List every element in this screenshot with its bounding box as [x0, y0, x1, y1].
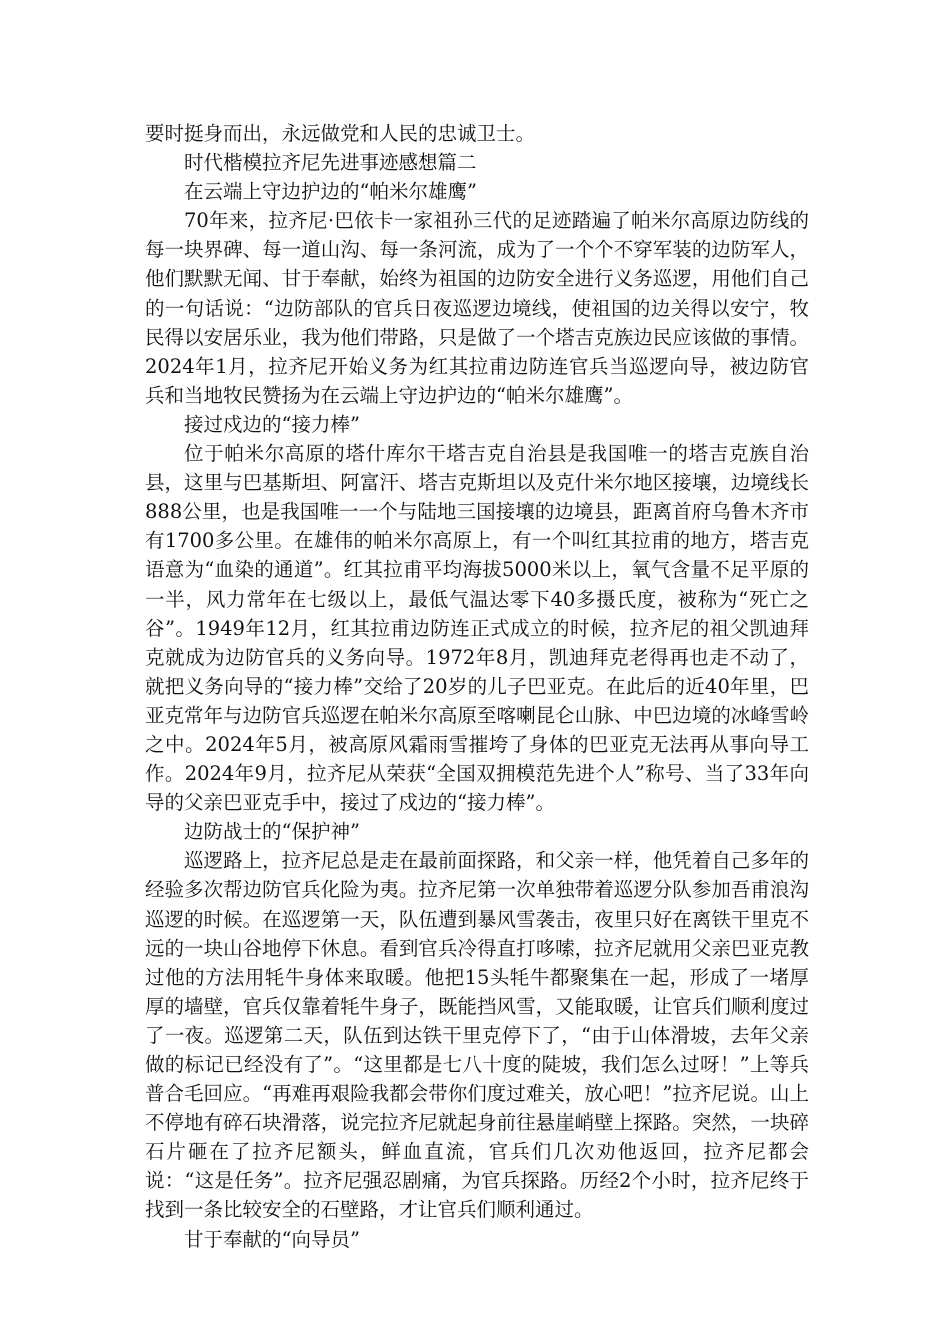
- section-heading-relay: 接过戍边的“接力棒”: [184, 412, 360, 436]
- paragraph-guardian: 巡逻路上，拉齐尼总是走在最前面探路，和父亲一样，他凭着自己多年的经验多次帮边防官兵化险为夷。拉齐尼第一次单独带着巡逻分队参加吾甫浪沟巡逻的时候。在巡逻第一天，队伍遭到暴风雪袭击，夜里只好在离铁干里克不远的一块山谷地停下休息。看到官兵冷得直打哆嗦，拉齐尼就用父亲巴亚克教过他的方法用牦牛身体来取暖。他把15头牦牛都聚集在一起，形成了一堵厚厚的墙壁，官兵仅靠着牦牛身子，既能挡风雪，又能取暖，让官兵们顺利度过了一夜。巡逻第二天，队伍到达铁干里克停下了，“由于山体滑坡，去年父亲做的标记已经没有了”。“这里都是七八十度的陡坡，我们怎么过呀！”上等兵普合毛回应。“再难再艰险我都会带你们度过难关，放心吧！”拉齐尼说。山上不停地有碎石块滑落，说完拉齐尼就起身前往悬崖峭壁上探路。突然，一块碎石片砸在了拉齐尼额头，鲜血直流，官兵们几次劝他返回，拉齐尼都会说：“这是任务”。拉齐尼强忍剧痛，为官兵探路。历经2个小时，拉齐尼终于找到一条比较安全的石壁路，才让官兵们顺利通过。: [145, 849, 809, 1222]
- section-heading-eagle: 在云端上守边护边的“帕米尔雄鹰”: [184, 180, 477, 204]
- section-heading-guardian: 边防战士的“保护神”: [184, 820, 360, 844]
- article-title: 时代楷模拉齐尼先进事迹感想篇二: [184, 151, 477, 175]
- section-heading-guide: 甘于奉献的“向导员”: [184, 1227, 360, 1251]
- paragraph-intro-tail: 要时挺身而出，永远做党和人民的忠诚卫士。: [145, 122, 536, 145]
- paragraph-relay: 位于帕米尔高原的塔什库尔干塔吉克自治县是我国唯一的塔吉克族自治县，这里与巴基斯坦、阿富汗、塔吉克斯坦以及克什米尔地区接壤，边境线长888公里，也是我国唯一一个与陆地三国接壤的边境县，距离首府乌鲁木齐市有1700多公里。在雄伟的帕米尔高原上，有一个叫红其拉甫的地方，塔吉克语意为“血染的通道”。红其拉甫平均海拔5000米以上，氧气含量不足平原的一半，风力常年在七级以上，最低气温达零下40多摄氏度，被称为“死亡之谷”。1949年12月，红其拉甫边防连正式成立的时候，拉齐尼的祖父凯迪拜克就成为边防官兵的义务向导。1972年8月，凯迪拜克老得再也走不动了，就把义务向导的“接力棒”交给了20岁的儿子巴亚克。在此后的近40年里，巴亚克常年与边防官兵巡逻在帕米尔高原至喀喇昆仑山脉、中巴边境的冰峰雪岭之中。2024年5月，被高原风霜雨雪摧垮了身体的巴亚克无法再从事向导工作。2024年9月，拉齐尼从荣获“全国双拥模范先进个人”称号、当了33年向导的父亲巴亚克手中，接过了戍边的“接力棒”。: [145, 442, 809, 815]
- document-page: [145, 119, 809, 1254]
- paragraph-overview: 70年来，拉齐尼·巴依卡一家祖孙三代的足迹踏遍了帕米尔高原边防线的每一块界碑、每一道山沟、每一条河流，成为了一个个不穿军装的边防军人，他们默默无闻、甘于奉献，始终为祖国的边防安全进行义务巡逻，用他们自己的一句话说：“边防部队的官兵日夜巡逻边境线，使祖国的边关得以安宁，牧民得以安居乐业，我为他们带路，只是做了一个塔吉克族边民应该做的事情。2024年1月，拉齐尼开始义务为红其拉甫边防连官兵当巡逻向导，被边防官兵和当地牧民赞扬为在云端上守边护边的“帕米尔雄鹰”。: [145, 209, 809, 407]
